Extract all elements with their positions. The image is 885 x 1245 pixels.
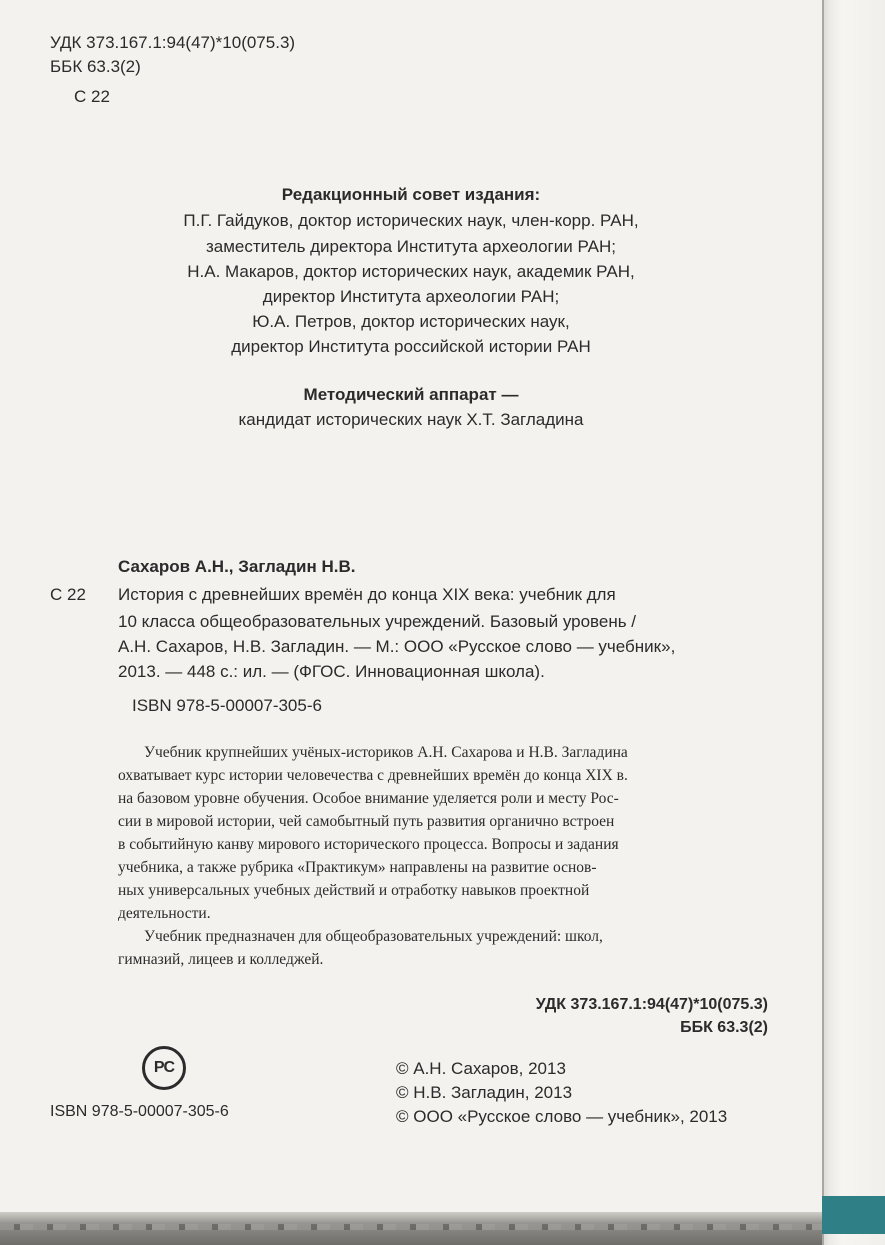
annotation-line: охватывает курс истории человечества с древнейших времён до конца XIX в.: [118, 767, 628, 784]
author-mark: С 22: [74, 87, 110, 106]
annotation-line: Учебник крупнейших учёных-историков А.Н. Сахарова и Н.В. Загладина: [144, 744, 628, 761]
biblio-authors: Сахаров А.Н., Загладин Н.В.: [118, 557, 356, 576]
biblio-line: История с древнейших времён до конца XIX века: учебник для: [118, 585, 616, 604]
annotation-line: на базовом уровне обучения. Особое внимание уделяется роли и месту Рос-: [118, 790, 619, 807]
board-heading: Редакционный совет издания:: [281, 185, 541, 204]
biblio-line: А.Н. Сахаров, Н.В. Загладин. — М.: ООО «Русское слово — учебник»,: [118, 637, 676, 656]
board-line: Н.А. Макаров, доктор исторических наук, академик РАН,: [187, 262, 635, 281]
annotation-line: деятельности.: [118, 905, 211, 922]
bbk-code: ББК 63.3(2): [50, 57, 141, 76]
copyright-line: © А.Н. Сахаров, 2013: [396, 1059, 566, 1078]
copyright-line: © ООО «Русское слово — учебник», 2013: [396, 1107, 728, 1126]
udk-code: УДК 373.167.1:94(47)*10(075.3): [50, 33, 296, 52]
biblio-isbn: ISBN 978-5-00007-305-6: [132, 696, 322, 715]
board-line: Ю.А. Петров, доктор исторических наук,: [252, 312, 570, 331]
copyright-line: © Н.В. Загладин, 2013: [396, 1083, 573, 1102]
board-line: П.Г. Гайдуков, доктор исторических наук, член-корр. РАН,: [183, 211, 639, 230]
board-line: заместитель директора Института археологии РАН;: [205, 237, 617, 256]
biblio-line: 10 класса общеобразовательных учреждений. Базовый уровень /: [118, 612, 637, 631]
board-line: директор Института археологии РАН;: [262, 287, 560, 306]
bottom-bbk: ББК 63.3(2): [680, 1019, 768, 1036]
annotation-line: сии в мировой истории, чей самобытный путь развития органично встроен: [118, 813, 615, 830]
annotation-line: ных универсальных учебных действий и отработку навыков проектной: [118, 882, 590, 899]
board-line: директор Института российской истории РАН: [231, 337, 591, 356]
annotation-line: Учебник предназначен для общеобразовательных учреждений: школ,: [144, 928, 603, 945]
page-bottom-edge: [0, 1212, 822, 1245]
bottom-udk: УДК 373.167.1:94(47)*10(075.3): [535, 996, 768, 1013]
certification-mark-icon: [142, 1046, 186, 1090]
bottom-isbn: ISBN 978-5-00007-305-6: [50, 1103, 229, 1120]
annotation-line: в событийную канву мирового исторического процесса. Вопросы и задания: [118, 836, 619, 853]
cover-binding-strip: [822, 1196, 885, 1234]
annotation-line: учебника, а также рубрика «Практикум» направлены на развитие основ-: [118, 859, 597, 876]
method-heading: Методический аппарат —: [303, 385, 519, 404]
method-line: кандидат исторических наук Х.Т. Загладина: [238, 410, 584, 429]
logo-text: PC: [153, 1059, 175, 1076]
next-page-edge: [822, 0, 885, 1245]
biblio-mark: С 22: [50, 585, 86, 604]
annotation-line: гимназий, лицеев и колледжей.: [118, 951, 324, 968]
biblio-line: 2013. — 448 с.: ил. — (ФГОС. Инновационная школа).: [118, 662, 545, 681]
